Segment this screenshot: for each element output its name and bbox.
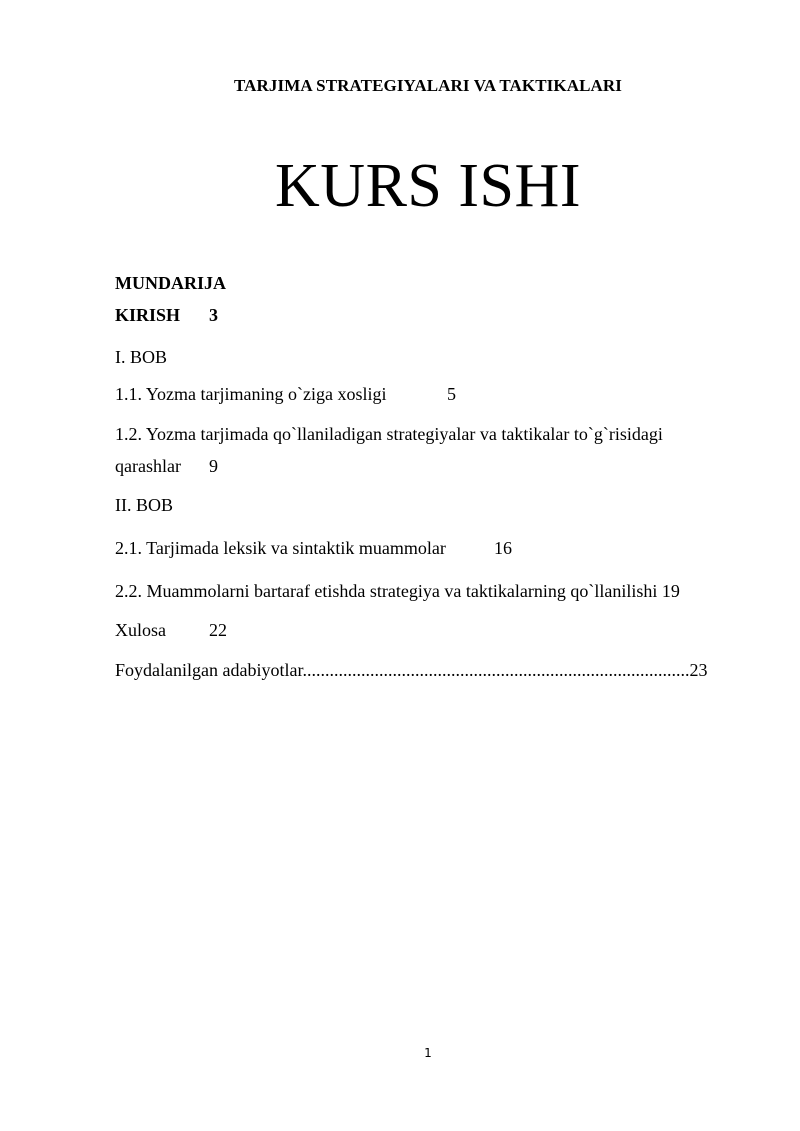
toc-item-page: 3 [209, 305, 218, 325]
toc-item-page: 22 [209, 620, 227, 640]
toc-chapter-1: I. BOB [115, 347, 168, 367]
toc-item-label: Xulosa [115, 620, 166, 640]
toc-item-conclusion [115, 619, 227, 641]
toc-item-page: 5 [447, 384, 456, 404]
toc-heading: MUNDARIJA [115, 273, 226, 293]
toc-item-label: KIRISH [115, 305, 181, 325]
toc-item-page: 16 [494, 538, 512, 558]
toc-item-2-1 [115, 537, 512, 559]
toc-item-page: 9 [209, 456, 218, 476]
toc-item-label: qarashlar [115, 456, 181, 476]
toc-item-label: 1.1. Yozma tarjimaning o`ziga xosligi [115, 384, 387, 404]
toc-item-label: 2.1. Tarjimada leksik va sintaktik muammolar [115, 538, 446, 558]
toc-item-1-2: 1.2. Yozma tarjimada qo`llaniladigan strategiyalar va taktikalar to`g`risidagi [115, 424, 663, 444]
page-number: 1 [424, 1046, 432, 1060]
toc-item-1-1 [115, 383, 456, 405]
toc-item-references: Foydalanilgan adabiyotlar......................................................................................23 [115, 660, 708, 680]
toc-chapter-2: II. BOB [115, 495, 173, 515]
toc-item-1-2-cont [115, 455, 218, 477]
document-title: KURS ISHI [275, 152, 581, 220]
document-topic: TARJIMA STRATEGIYALARI VA TAKTIKALARI [233, 76, 623, 95]
toc-item-kirish [115, 304, 218, 326]
toc-item-2-2: 2.2. Muammolarni bartaraf etishda strategiya va taktikalarning qo`llanilishi 19 [115, 581, 680, 601]
